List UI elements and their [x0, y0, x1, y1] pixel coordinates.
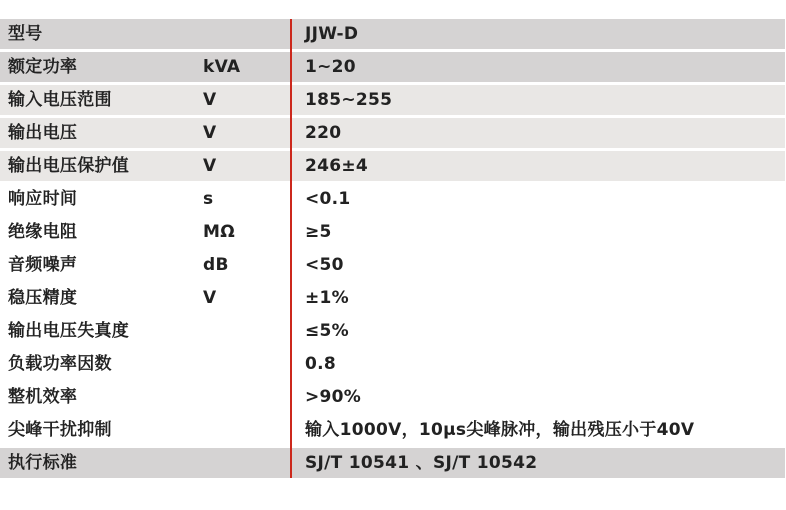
table-row: [0, 85, 785, 115]
spec-label: 输出电压失真度: [8, 321, 130, 341]
column-divider-line: [290, 19, 292, 478]
spec-value: 1~20: [305, 57, 356, 77]
spec-unit: V: [203, 156, 217, 176]
spec-value: ±1%: [305, 288, 350, 308]
table-row: [0, 283, 785, 313]
spec-label: 输出电压: [8, 123, 78, 143]
spec-label: 尖峰干扰抑制: [8, 420, 112, 440]
spec-value: 246±4: [305, 156, 369, 176]
spec-value: 185~255: [305, 90, 393, 110]
table-row: [0, 349, 785, 379]
spec-value: <0.1: [305, 189, 351, 209]
spec-label: 整机效率: [8, 387, 78, 407]
spec-value: 220: [305, 123, 342, 143]
table-row: [0, 19, 785, 49]
table-row: [0, 448, 785, 478]
spec-value: ≤5%: [305, 321, 350, 341]
spec-label: 负载功率因数: [8, 354, 112, 374]
spec-label: 执行标准: [8, 453, 78, 473]
table-row: [0, 118, 785, 148]
spec-label: 输入电压范围: [8, 90, 112, 110]
spec-value: ≥5: [305, 222, 332, 242]
table-row: [0, 52, 785, 82]
spec-label: 型号: [8, 24, 43, 44]
spec-label: 响应时间: [8, 189, 78, 209]
table-row: [0, 217, 785, 247]
spec-label: 输出电压保护值: [8, 156, 130, 176]
spec-value: <50: [305, 255, 344, 275]
spec-label: 稳压精度: [8, 288, 78, 308]
table-row: [0, 316, 785, 346]
table-row: [0, 382, 785, 412]
spec-unit: s: [203, 189, 214, 209]
spec-rows: [0, 19, 785, 478]
spec-unit: V: [203, 123, 217, 143]
spec-unit: dB: [203, 255, 229, 275]
spec-value: JJW-D: [305, 24, 359, 44]
spec-unit: V: [203, 288, 217, 308]
spec-table: [0, 19, 785, 478]
table-row: [0, 415, 785, 445]
spec-value: >90%: [305, 387, 362, 407]
spec-label: 绝缘电阻: [8, 222, 78, 242]
spec-value: 输入1000V，10μs尖峰脉冲，输出残压小于40V: [305, 420, 695, 440]
spec-unit: kVA: [203, 57, 241, 77]
spec-unit: MΩ: [203, 222, 235, 242]
spec-label: 额定功率: [8, 57, 78, 77]
table-row: [0, 250, 785, 280]
spec-value: 0.8: [305, 354, 337, 374]
spec-label: 音频噪声: [8, 255, 78, 275]
table-row: [0, 184, 785, 214]
table-row: [0, 151, 785, 181]
spec-value: SJ/T 10541 、SJ/T 10542: [305, 453, 538, 473]
spec-unit: V: [203, 90, 217, 110]
